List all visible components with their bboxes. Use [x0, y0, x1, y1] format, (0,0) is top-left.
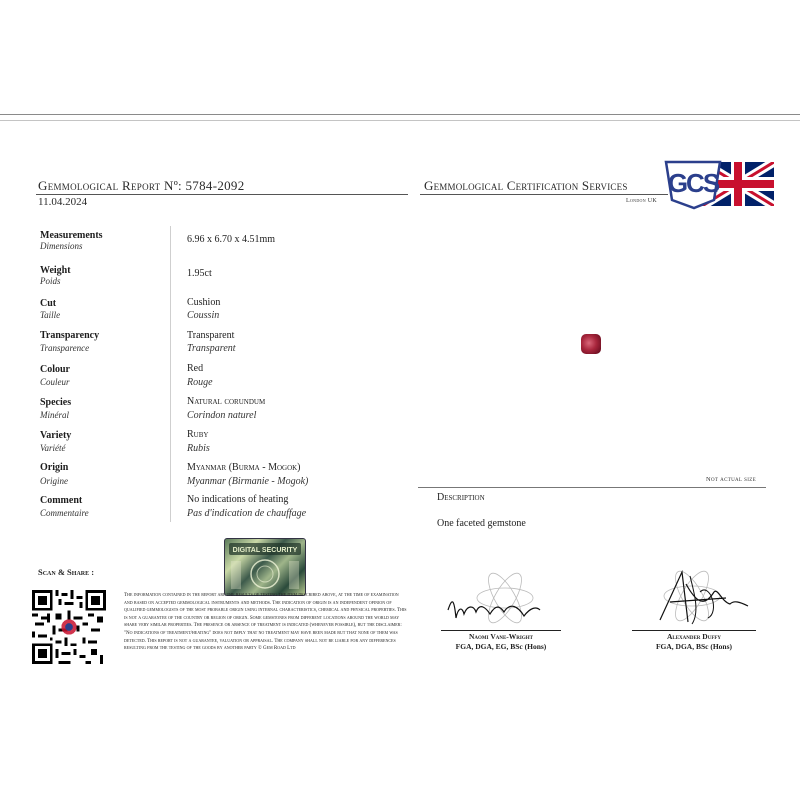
qr-code[interactable] — [32, 590, 106, 664]
header-rule-left — [36, 194, 408, 195]
species-label-fr: Minéral — [40, 410, 69, 420]
transparency-label: Transparency — [40, 330, 100, 341]
hologram-graphic — [225, 539, 305, 595]
comment-value: No indications of heating — [187, 494, 289, 505]
origin-value-fr: Myanmar (Birmanie - Mogok) — [187, 476, 309, 487]
description-rule — [418, 487, 766, 488]
weight-label: Weight — [40, 265, 71, 276]
signature-1-graphic — [440, 568, 570, 632]
scan-share-label: Scan & Share : — [38, 567, 95, 577]
header-rule-right — [420, 194, 668, 195]
atom-watermark — [477, 569, 533, 627]
comment-value-fr: Pas d'indication de chauffage — [187, 508, 307, 519]
hologram-security-seal — [224, 538, 306, 596]
company-location: London UK — [626, 198, 657, 204]
hologram-text: DIGITAL SECURITY — [232, 547, 298, 554]
weight-value: 1.95ct — [187, 268, 212, 279]
species-value-fr: Corindon naturel — [187, 410, 257, 421]
description-title: Description — [437, 492, 485, 503]
variety-label-fr: Variété — [40, 443, 66, 453]
variety-value: Ruby — [187, 429, 209, 440]
cut-value: Cushion — [187, 297, 221, 308]
gcs-logo — [664, 158, 776, 210]
cut-value-fr: Coussin — [187, 310, 220, 321]
species-value: Natural corundum — [187, 396, 266, 407]
field-divider — [170, 226, 171, 522]
origin-label-fr: Origine — [40, 476, 68, 486]
signatory-2-name: Alexander Duffy — [666, 632, 722, 641]
report-date: 11.04.2024 — [38, 196, 88, 208]
comment-label-fr: Commentaire — [40, 508, 89, 518]
top-border-line — [0, 114, 800, 115]
origin-label: Origin — [40, 462, 69, 473]
company-name: Gemmological Certification Services — [424, 178, 628, 193]
not-actual-size-note: Not actual size — [706, 476, 756, 483]
species-label: Species — [40, 397, 72, 408]
top-border-line-secondary — [0, 120, 800, 121]
measurements-value: 6.96 x 6.70 x 4.51mm — [187, 234, 276, 245]
transparency-label-fr: Transparence — [40, 343, 90, 353]
cut-label: Cut — [40, 298, 57, 309]
weight-label-fr: Poids — [40, 276, 61, 286]
signatory-1-name: Naomi Vane-Wright — [469, 632, 533, 641]
colour-label-fr: Couleur — [40, 377, 70, 387]
cut-label-fr: Taille — [40, 310, 61, 320]
colour-value: Red — [187, 363, 204, 374]
signature-1-line — [441, 630, 561, 631]
signatory-2-title: FGA, DGA, BSc (Hons) — [655, 642, 733, 651]
signature-2-graphic — [630, 562, 760, 632]
transparency-value-fr: Transparent — [187, 343, 236, 354]
comment-label: Comment — [40, 495, 83, 506]
variety-value-fr: Rubis — [187, 443, 210, 454]
measurements-label: Measurements — [40, 230, 103, 241]
variety-label: Variety — [40, 430, 72, 441]
measurements-label-fr: Dimensions — [40, 241, 83, 251]
signature-2-line — [632, 630, 756, 631]
disclaimer-text: The information contained in the report are the results of testing the item described above, at the time of examination and based on accepted gemmological instruments and methods. The indication of origin is an independent opinion of qualified gemmologists of the most probable origin using internal characteristics, chemical and physical properties. This is not a guarantee of the country or region of origin. Some gemstones from different locations around the world may share very similar properties. The presence or absence of treatment is indicated (whenever possible), but the disclaimer: "No indications of treatment/heating" does not imply that no treatment may have been made but that none of them was detected. This report is not a guarantee, valuation or appraisal. The company shall not be liable for any differences resulting from the testing of the goods by another party © Gem Road Ltd — [124, 593, 407, 652]
origin-value: Myanmar (Burma - Mogok) — [187, 462, 301, 473]
gemstone-photo — [581, 334, 601, 354]
colour-label: Colour — [40, 364, 70, 375]
colour-value-fr: Rouge — [187, 377, 213, 388]
report-number: Gemmological Report Nº: 5784-2092 — [38, 178, 245, 193]
transparency-value: Transparent — [187, 330, 235, 341]
svg-text:GCS: GCS — [667, 168, 719, 198]
description-text: One faceted gemstone — [437, 518, 526, 529]
signatory-1-title: FGA, DGA, EG, BSc (Hons) — [455, 642, 547, 651]
